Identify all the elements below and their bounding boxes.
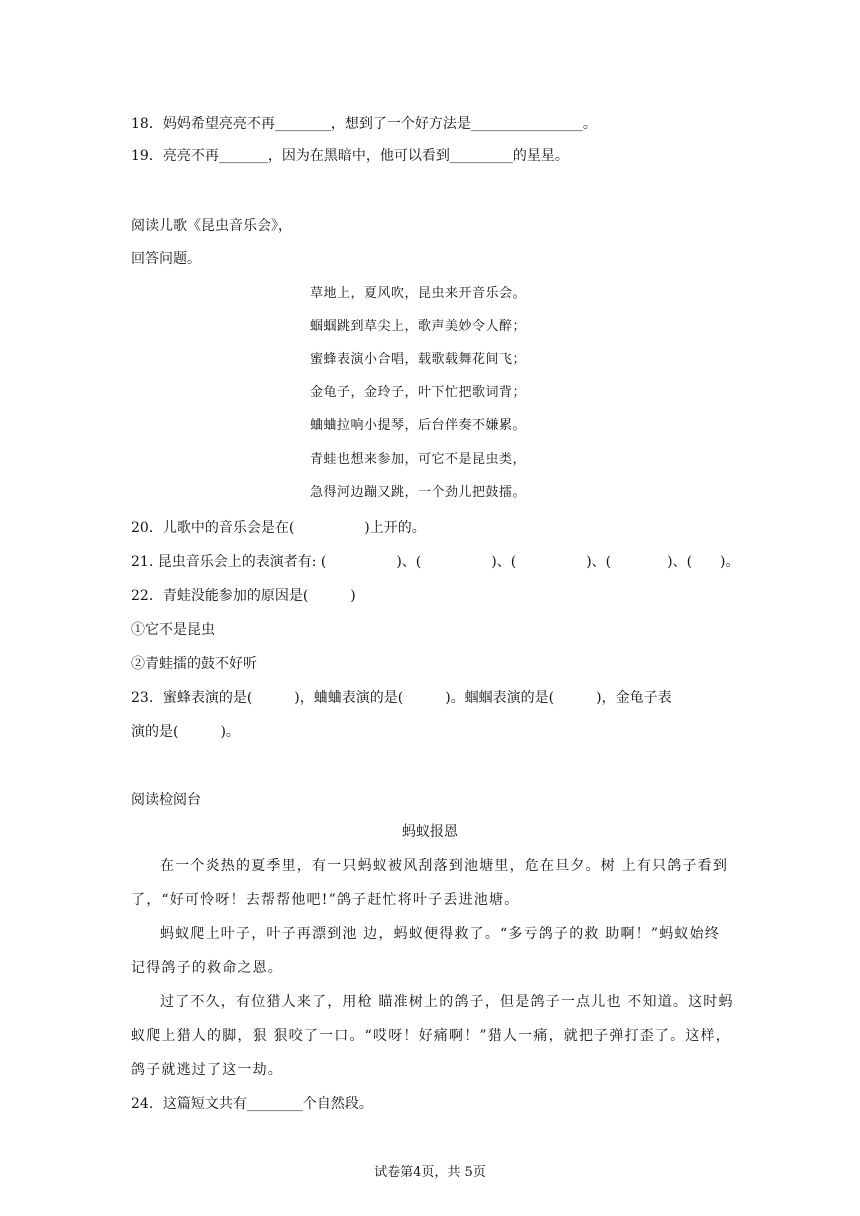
question-22: 22．青蛙没能参加的原因是( ) [131,588,356,604]
poem-line: 蝈蝈跳到草尖上，歌声美妙令人醉； [310,319,527,334]
poem-line: 金龟子，金玲子，叶下忙把歌词背； [310,385,527,400]
question-18: 18．妈妈希望亮亮不再________，想到了一个好方法是________________。 [131,116,597,132]
question-22-option-2: ②青蛙擂的鼓不好听 [131,656,257,672]
question-22-option-1: ①它不是昆虫 [131,622,215,638]
section-heading: 阅读检阅台 [131,792,201,808]
poem-line: 蛐蛐拉响小提琴，后台伴奏不嫌累。 [310,418,527,433]
story-line: 了，“好可怜呀！去帮帮他吧!”鸽子赶忙将叶子丢进池塘。 [131,892,520,908]
story-line: 过了不久，有位猎人来了，用枪 瞄准树上的鸽子，但是鸽子一点儿也 不知道。这时蚂 [160,994,734,1010]
story-line: 蚁爬上猎人的脚，狠 狠咬了一口。“哎呀！好痛啊！”猎人一痛，就把子弹打歪了。这样， [131,1028,731,1044]
poem-line: 蜜蜂表演小合唱，载歌载舞花间飞； [310,352,527,367]
poem-line: 青蛙也想来参加，可它不是昆虫类， [310,452,527,467]
section-instruction: 回答问题。 [131,251,201,267]
question-23-line-2: 演的是( )。 [131,724,240,740]
poem-line: 急得河边蹦又跳，一个劲儿把鼓擂。 [310,485,527,500]
story-line: 记得鸽子的救命之恩。 [131,960,283,976]
story-title: 蚂蚁报恩 [402,824,458,840]
page-footer: 试卷第4页，共 5页 [374,1165,486,1180]
question-20: 20．儿歌中的音乐会是在( )上开的。 [131,520,426,536]
question-23-line-1: 23．蜜蜂表演的是( )，蛐蛐表演的是( )。蝈蝈表演的是( )，金龟子表 [131,690,672,706]
story-line: 蚂蚁爬上叶子，叶子再漂到池 边，蚂蚁便得救了。“多亏鸽子的救 助啊！”蚂蚁始终 [160,926,721,942]
question-24: 24．这篇短文共有________个自然段。 [131,1096,373,1112]
section-intro: 阅读儿歌《昆虫音乐会》， [131,218,292,234]
story-line: 在一个炎热的夏季里，有一只蚂蚁被风刮落到池塘里，危在旦夕。树 上有只鸽子看到 [160,858,729,874]
question-19: 19．亮亮不再_______，因为在黑暗中，他可以看到_________的星星。 [131,148,569,164]
question-21: 21. 昆虫音乐会上的表演者有: ( )、( )、( )、( )、( )。 [131,554,740,570]
poem-line: 草地上，夏风吹，昆虫来开音乐会。 [310,286,527,301]
story-line: 鸽子就逃过了这一劫。 [131,1062,283,1078]
